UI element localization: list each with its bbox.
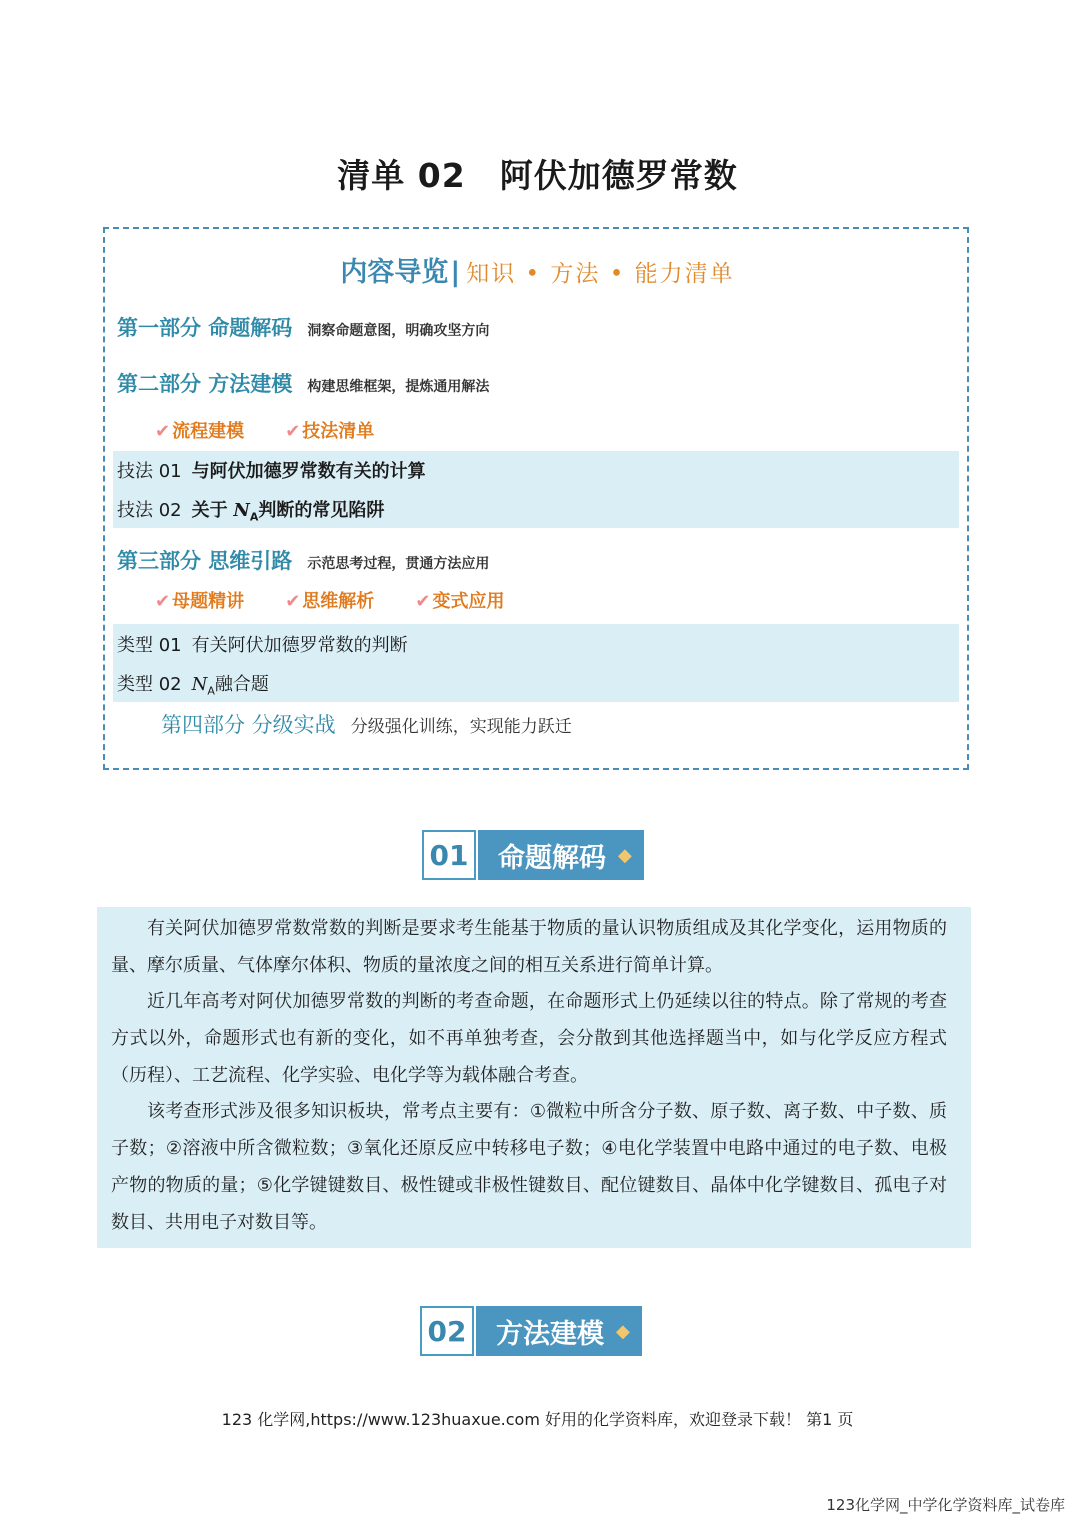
section-title: 命题解码 ◆ [478, 830, 644, 880]
part2-desc: 构建思维框架，提炼通用解法 [307, 379, 490, 395]
part4-desc: 分级强化训练，实现能力跃迁 [350, 717, 572, 737]
part1 [117, 312, 489, 342]
method-row-2: 技法 02 关于 $N_A$判断的常见陷阱 [117, 500, 385, 524]
check-icon: ✔ [155, 421, 171, 442]
method-label: 技法 01 [117, 461, 182, 482]
paragraph: 有关阿伏加德罗常数常数的判断是要求考生能基于物质的量认识物质组成及其化学变化，运用物质的量、摩尔质量、气体摩尔体积、物质的量浓度之间的相互关系进行简单计算。 [111, 918, 947, 976]
part2-checklist [155, 417, 410, 443]
overview-header-main: 内容导览 [340, 257, 449, 288]
na-symbol: N [233, 500, 250, 521]
site-watermark: 123化学网_中学化学资料库_试卷库 [826, 1496, 1065, 1514]
type-row-1 [117, 631, 408, 657]
part3-checklist [155, 587, 540, 613]
overview-header-sub: 知识 • 方法 • 能力清单 [466, 261, 735, 287]
check-icon: ✔ [155, 591, 171, 612]
diamond-icon: ◆ [618, 844, 632, 866]
intro-textbox [97, 907, 971, 1248]
section-badge-2 [420, 1306, 642, 1356]
part4-title: 第四部分 分级实战 [161, 713, 336, 737]
section-number: 01 [422, 830, 476, 880]
method-label: 技法 02 [117, 500, 182, 521]
method-row-1 [117, 457, 426, 483]
method-text: 与阿伏加德罗常数有关的计算 [191, 461, 426, 482]
part1-title: 第一部分 命题解码 [117, 316, 293, 340]
check-icon: ✔ [415, 591, 431, 612]
part3 [117, 545, 489, 575]
part2-title: 第二部分 方法建模 [117, 372, 293, 396]
check-item: ✔ 思维解析 [285, 591, 375, 612]
check-icon: ✔ [285, 421, 301, 442]
check-item: ✔ 母题精讲 [155, 591, 245, 612]
part3-title: 第三部分 思维引路 [117, 549, 293, 573]
type-label: 类型 02 [117, 674, 182, 695]
check-item: ✔ 变式应用 [415, 591, 505, 612]
section-badge-1 [422, 830, 644, 880]
part2 [117, 368, 489, 398]
check-item: ✔ 流程建模 [155, 421, 245, 442]
overview-header [0, 250, 1075, 289]
check-item: ✔ 技法清单 [285, 421, 375, 442]
diamond-icon: ◆ [616, 1320, 630, 1342]
section-number: 02 [420, 1306, 474, 1356]
paragraph: 近几年高考对阿伏加德罗常数的判断的考查命题，在命题形式上仍延续以往的特点。除了常规的考查方式以外，命题形式也有新的变化，如不再单独考查，会分散到其他选择题当中，如与化学反应方程式（历程）、工艺流程、化学实验、电化学等为载体融合考查。 [111, 991, 947, 1086]
page-footer: 123 化学网,https://www.123huaxue.com 好用的化学资料库，欢迎登录下载！ 第1 页 [221, 1410, 854, 1429]
paragraph: 该考查形式涉及很多知识板块，常考点主要有：①微粒中所含分子数、原子数、离子数、中子数、质子数；②溶液中所含微粒数；③氧化还原反应中转移电子数；④电化学装置中电路中通过的电子数、电极产物的物质的量；⑤化学键键数目、极性键或非极性键数目、配位键数目、晶体中化学键数目、孤电子对数目、共用电子对数目等。 [111, 1101, 947, 1233]
check-icon: ✔ [285, 591, 301, 612]
part1-desc: 洞察命题意图，明确攻坚方向 [307, 323, 490, 339]
na-symbol: N [191, 674, 208, 695]
page-title: 清单 02 阿伏加德罗常数 [337, 156, 738, 195]
type-text: 有关阿伏加德罗常数的判断 [191, 635, 408, 656]
type-label: 类型 01 [117, 635, 182, 656]
type-row-2: 类型 02 $N_A$融合题 [117, 674, 269, 698]
section-title: 方法建模 ◆ [476, 1306, 642, 1356]
overview-header-bar: | [450, 257, 461, 288]
part3-desc: 示范思考过程，贯通方法应用 [307, 556, 490, 572]
part4 [161, 709, 572, 739]
